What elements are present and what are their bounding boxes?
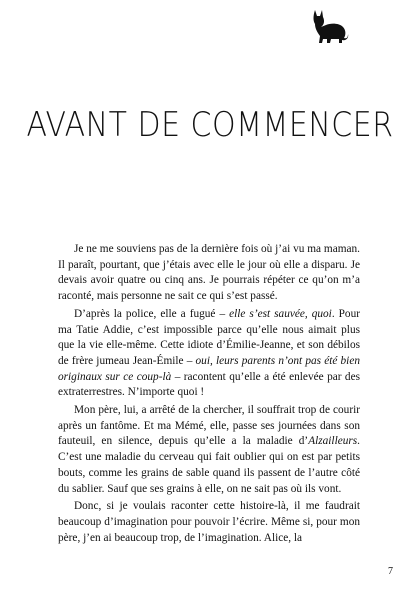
- italic-phrase: oui, leurs parents n’ont pas été bien originaux sur ce coup-là: [58, 354, 360, 383]
- text-segment: Je ne me souviens pas de la dernière fois où j’ai vu ma maman. Il paraît, pourtant, que j’étais avec elle le jour où elle a disparu. Je devais avoir quatre ou cinq ans. Je pourrais répéter ce qu’on m’a raconté, mais personne ne sait ce qui s’est passé.: [58, 243, 360, 303]
- page-number: 7: [388, 566, 393, 577]
- text-segment: – racontent qu’elle a été enlevée par des extraterrestres. N’importe quoi !: [58, 370, 360, 399]
- cat-silhouette-icon: [309, 8, 349, 44]
- text-segment: . Pour ma Tatie Addie, c’est impossible parce qu’elle nous aimait plus que la vie elle-même. Cette idiote d’Émilie-Jeanne, et son débilos de frère jumeau Jean-Émile –: [58, 307, 360, 367]
- text-segment: Donc, si je voulais raconter cette histoire-là, il me faudrait beaucoup d’imagination pour pouvoir l’écrire. Même si, pour mon père, j’en ai beaucoup trop, de l’imagination. Alice, la: [58, 500, 360, 544]
- paragraph: [58, 242, 360, 305]
- text-segment: Mon père, lui, a arrêté de la chercher, il souffrait trop de courir après un fantôme. Et ma Mémé, elle, passe ses journées dans son fauteuil, en silence, depuis qu’elle a la maladie d’: [58, 404, 360, 448]
- paragraph: [58, 403, 360, 497]
- text-segment: D’après la police, elle a fugué –: [74, 307, 230, 320]
- chapter-title: AVANT DE COMMENCER: [26, 106, 394, 146]
- body-text: [58, 242, 360, 548]
- italic-phrase: Alzailleurs: [308, 435, 358, 448]
- text-segment: . C’est une maladie du cerveau qui fait oublier qui on est par petits bouts, comme les grains de sable quand ils passent de l’autre côté du sablier. Sauf que ses grains à elle, on ne sait pas où ils vont.: [58, 435, 360, 495]
- italic-phrase: elle s’est sauvée, quoi: [229, 307, 332, 320]
- paragraph: [58, 307, 360, 401]
- paragraph: [58, 499, 360, 546]
